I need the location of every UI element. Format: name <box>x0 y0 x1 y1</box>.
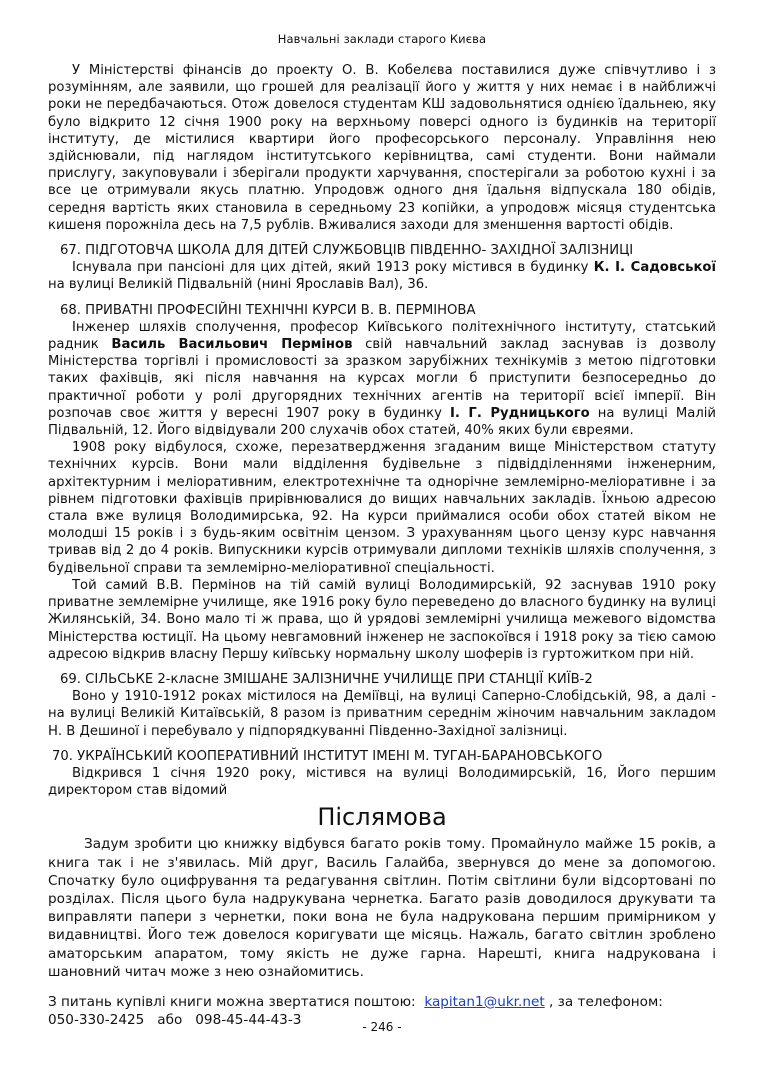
phone-2: 098-45-44-43-3 <box>195 1012 302 1029</box>
running-header: Навчальні заклади старого Києва <box>277 32 487 46</box>
section-68-p1-middle: свій навчальний заклад заснував із дозволу Міністерства торгівлі і промисловості за зразком зарубіжних технікумів з метою підготовки таких фахівців, які після навчання на курсах могли б приступити безпосередньо до практичної роботи у ролі другорядних технічних агентів на території всієї імперії. Він розпочав своє життя у вересні 1907 року в будинку <box>48 337 716 421</box>
section-68-paragraph-3: Той самий В.В. Пермінов на тій самій вулиці Володимирській, 92 заснував 1910 року приватне землемірне училище, яке 1916 року було переведено до власного будинку на вулиці Жилянській, 34. Воно мало ті ж права, що й урядові землемірні училища межевого відомства Міністерства юстиції. На цьому невгамовний інженер не заспокоївся і 1918 року за тією самою адресою відкрив власну Першу київську нормальну школу шоферів із гуртожитком при ній. <box>48 577 716 662</box>
section-67-body <box>48 259 716 293</box>
phone-or: або <box>157 1012 183 1029</box>
afterword-body: Задум зробити цю книжку відбувся багато років тому. Промайнуло майже 15 років, а книга так і не з'явилась. Мій друг, Василь Галайба, звернувся до мене за допомогою. Спочатку було оцифрування та редагування світлин. Потім світлини були відсортовані по розділах. Після цього була надрукувана чернетка. Багато разів доводилося друкувати та виправляти папери з чернетки, поки вона не була надрукована першим примірником у видавництві. Його теж довелося коригувати ще місяць. Нажаль, багато світлин зроблено аматорським апаратом, тому якість не дуже гарна. Нарешті, книга надрукована і шановний читач може з нею ознайомитись. <box>48 836 716 980</box>
section-70-title: 70. УКРАЇНСЬКИЙ КООПЕРАТИВНИЙ ІНСТИТУТ ІМЕНІ М. ТУГАН-БАРАНОВСЬКОГО <box>52 748 603 764</box>
phone-1: 050-330-2425 <box>48 1012 145 1029</box>
section-68-p1-before: Інженер шляхів сполучення, професор Київського політехнічного інституту, статський радник <box>48 319 716 353</box>
page-number: - 246 - <box>362 1020 402 1034</box>
section-68-p1-bold-name: Василь Васильович Пермінов <box>111 337 353 353</box>
section-67-title: 67. ПІДГОТОВЧА ШКОЛА ДЛЯ ДІТЕЙ СЛУЖБОВЦІВ ПІВДЕННО- ЗАХІДНОЇ ЗАЛІЗНИЦІ <box>60 243 634 259</box>
afterword-title: Післямова <box>317 803 447 832</box>
email-link[interactable]: kapitan1@ukr.net <box>424 993 545 1010</box>
contacts-line-1 <box>48 993 716 1011</box>
section-69-title: 69. СІЛЬСЬКЕ 2-класне ЗМІШАНЕ ЗАЛІЗНИЧНЕ УЧИЛИЩЕ ПРИ СТАНЦІЇ КИЇВ-2 <box>60 671 593 687</box>
section-68-title: 68. ПРИВАТНІ ПРОФЕСІЙНІ ТЕХНІЧНІ КУРСИ В. В. ПЕРМІНОВА <box>60 302 476 318</box>
section-67-bold-name: К. І. Садовської <box>593 260 716 276</box>
intro-paragraph: У Міністерстві фінансів до проекту О. В. Кобелєва поставилися дуже співчутливо і з розумінням, але заявили, що грошей для реалізації його у життя у них немає і в найближчі роки не передбачаються. Отож довелося студентам КШ задовольнятися однією їдальнею, яку було відкрито 12 січня 1900 року на верхньому поверсі одного із будинків на території інституту, де містилися квартири його професорського персоналу. Управління нею здійснювали, під наглядом інститутського керівництва, самі студенти. Вони наймали прислугу, закуповували і зберігали продукти харчування, спостерігали за роботою кухні і за все це отримували якусь платню. Упродовж одного дня їдальня відпускала 180 обідів, середня вартість яких становила в середньому 23 копійки, а упродовж місяця студентська кишеня порожніла десь на 7,5 рублів. Вживалися заходи для зменшення вартості обідів. <box>48 63 716 233</box>
section-67-text-before: Існувала при пансіоні для цих дітей, який 1913 року містився в будинку <box>72 260 594 276</box>
section-69-body: Воно у 1910-1912 роках містилося на Деміївці, на вулиці Саперно-Слобідській, 98, а далі - на вулиці Великій Китаївській, 8 разом із приватним середнім жіночим навчальним закладом Н. В Дешиної і перебувало у підпорядкуванні Південно-Західної залізниці. <box>48 689 716 739</box>
contacts-prefix: З питань купівлі книги можна звертатися поштою: <box>48 993 416 1010</box>
section-67-text-after: на вулиці Великій Підвальній (нині Ярославів Вал), 36. <box>48 277 429 293</box>
section-68-paragraph-2: 1908 року відбулося, схоже, перезатвердження згаданим вище Міністерством статуту технічних курсів. Вони мали відділення будівельне з підвідділеннями інженерним, архітектурним і меліоративним, електротехнічне та однорічне землемірно-меліоративне і за рівнем підготовки фахівців прирівнювалися до вищих навчальних закладів. Їхньою адресою стала вже вулиця Володимирська, 92. На курси приймалися особи обох статей віком не молодші 15 років і з будь-яким освітнім цензом. З урахуванням цього цензу курс навчання тривав від 2 до 4 років. Випускники курсів отримували дипломи техніків шляхів сполучення, з будівельної справи та землемірно-меліоративної спеціальності. <box>48 440 716 576</box>
section-68-p1-after: на вулиці Малій Підвальній, 12. Його відвідували 200 слухачів обох статей, 40% яких були євреями. <box>48 405 716 439</box>
section-68-p1-bold-owner: І. Г. Рудницького <box>450 405 590 421</box>
section-70-body: Відкрився 1 січня 1920 року, містився на вулиці Володимирській, 16, Його першим директором став відомий <box>48 765 716 799</box>
contacts-phone-label: , за телефоном: <box>549 993 663 1010</box>
section-68-paragraph-1 <box>48 319 716 439</box>
